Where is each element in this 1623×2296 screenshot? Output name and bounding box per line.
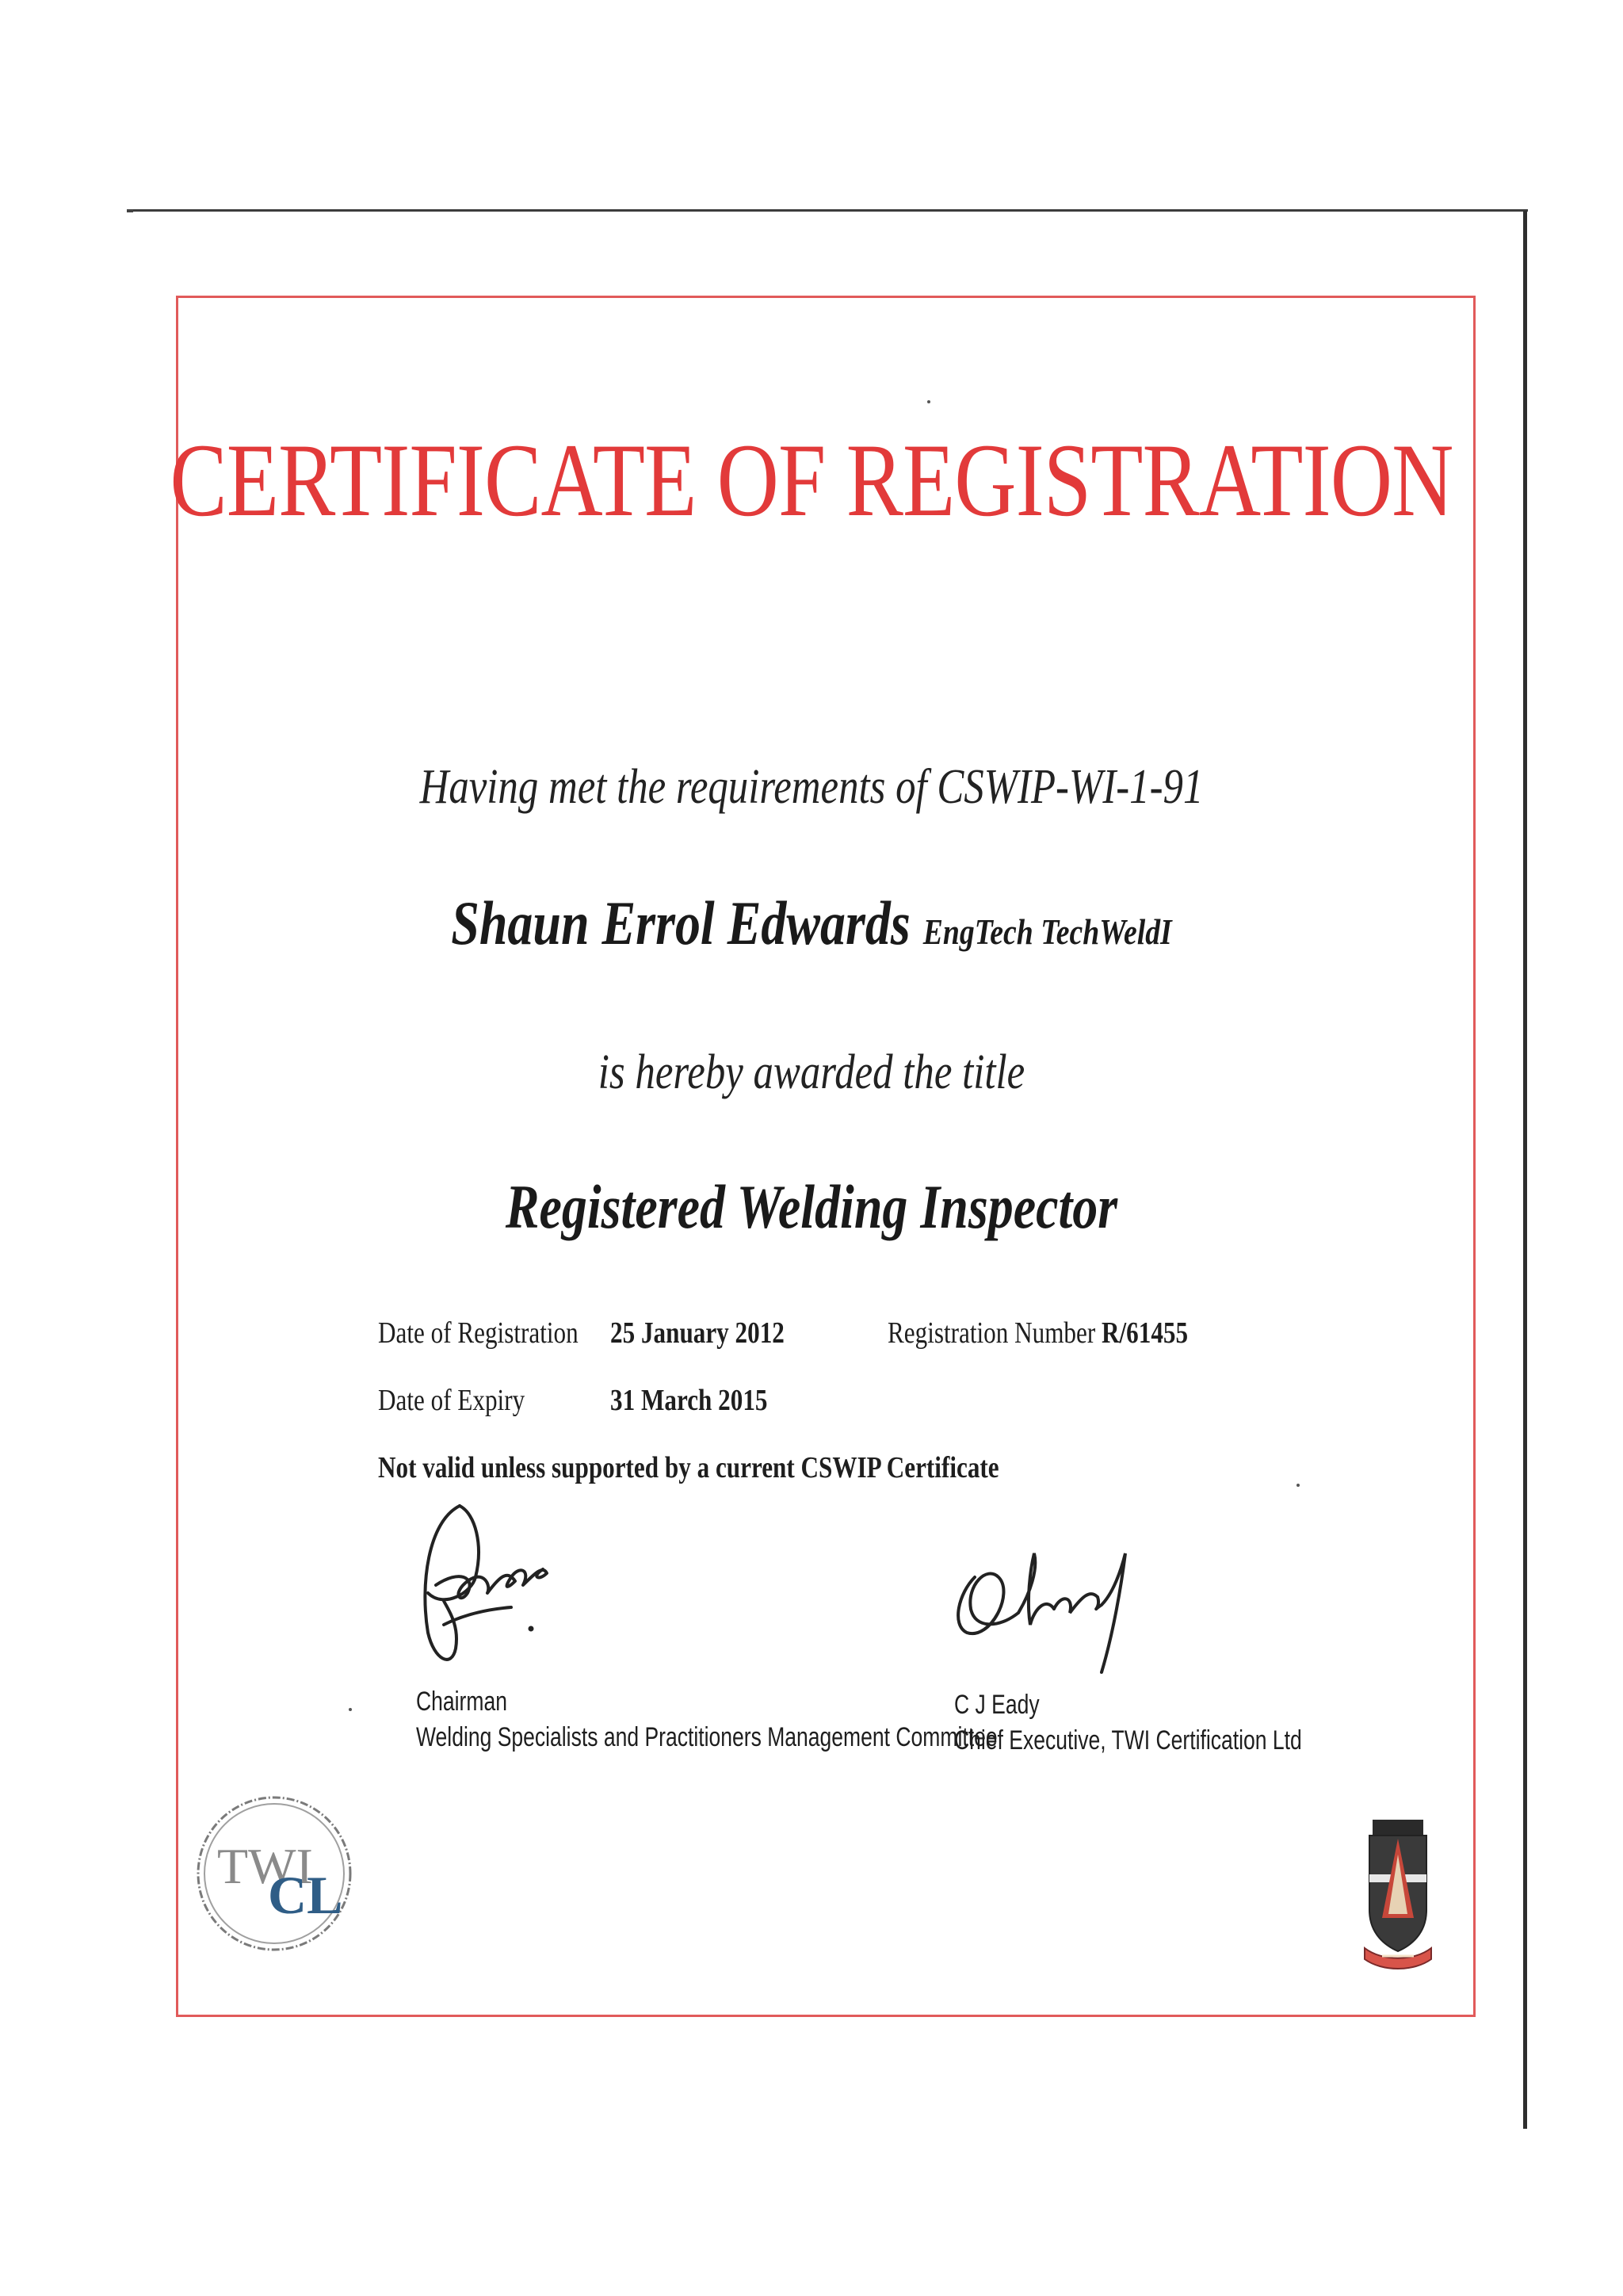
twi-certification-seal-icon: [195, 1788, 353, 1959]
seal-text-cl: CL: [268, 1865, 343, 1925]
chairman-signature: [412, 1490, 571, 1680]
seal-text-twi: TWI: [217, 1838, 313, 1894]
registration-number-value: R/61455: [1102, 1316, 1189, 1350]
registration-date-label: Date of Registration: [378, 1316, 579, 1350]
registration-date-value: 25 January 2012: [610, 1316, 785, 1350]
expiry-date-label: Date of Expiry: [378, 1384, 525, 1417]
certificate-title: CERTIFICATE OF REGISTRATION: [170, 422, 1453, 538]
ceo-signature: [943, 1522, 1141, 1680]
scan-top-border: [127, 209, 1528, 212]
certificate-border: [176, 296, 1476, 2017]
chairman-role: Chairman: [416, 1687, 507, 1717]
requirement-statement: Having met the requirements of CSWIP-WI-1-91: [419, 760, 1204, 814]
ceo-role: Chief Executive, TWI Certification Ltd: [954, 1725, 1302, 1755]
registration-number: [888, 1316, 1188, 1350]
award-title: Registered Welding Inspector: [505, 1172, 1118, 1241]
awarded-statement: is hereby awarded the title: [598, 1045, 1025, 1099]
coat-of-arms-crest-icon: [1358, 1815, 1438, 1973]
holder-line: [146, 888, 1476, 959]
scan-mark: [127, 209, 133, 212]
scan-right-border: [1523, 211, 1527, 2129]
ceo-name: C J Eady: [954, 1690, 1040, 1720]
validity-note: Not valid unless supported by a current CSWIP Certificate: [378, 1451, 999, 1484]
registration-number-label: Registration Number: [888, 1316, 1096, 1350]
holder-name: Shaun Errol Edwards: [451, 888, 911, 957]
expiry-date-value: 31 March 2015: [610, 1384, 768, 1417]
holder-postnominals: EngTech TechWeldI: [922, 911, 1172, 952]
chairman-committee: Welding Specialists and Practitioners Management Committee: [416, 1722, 998, 1752]
